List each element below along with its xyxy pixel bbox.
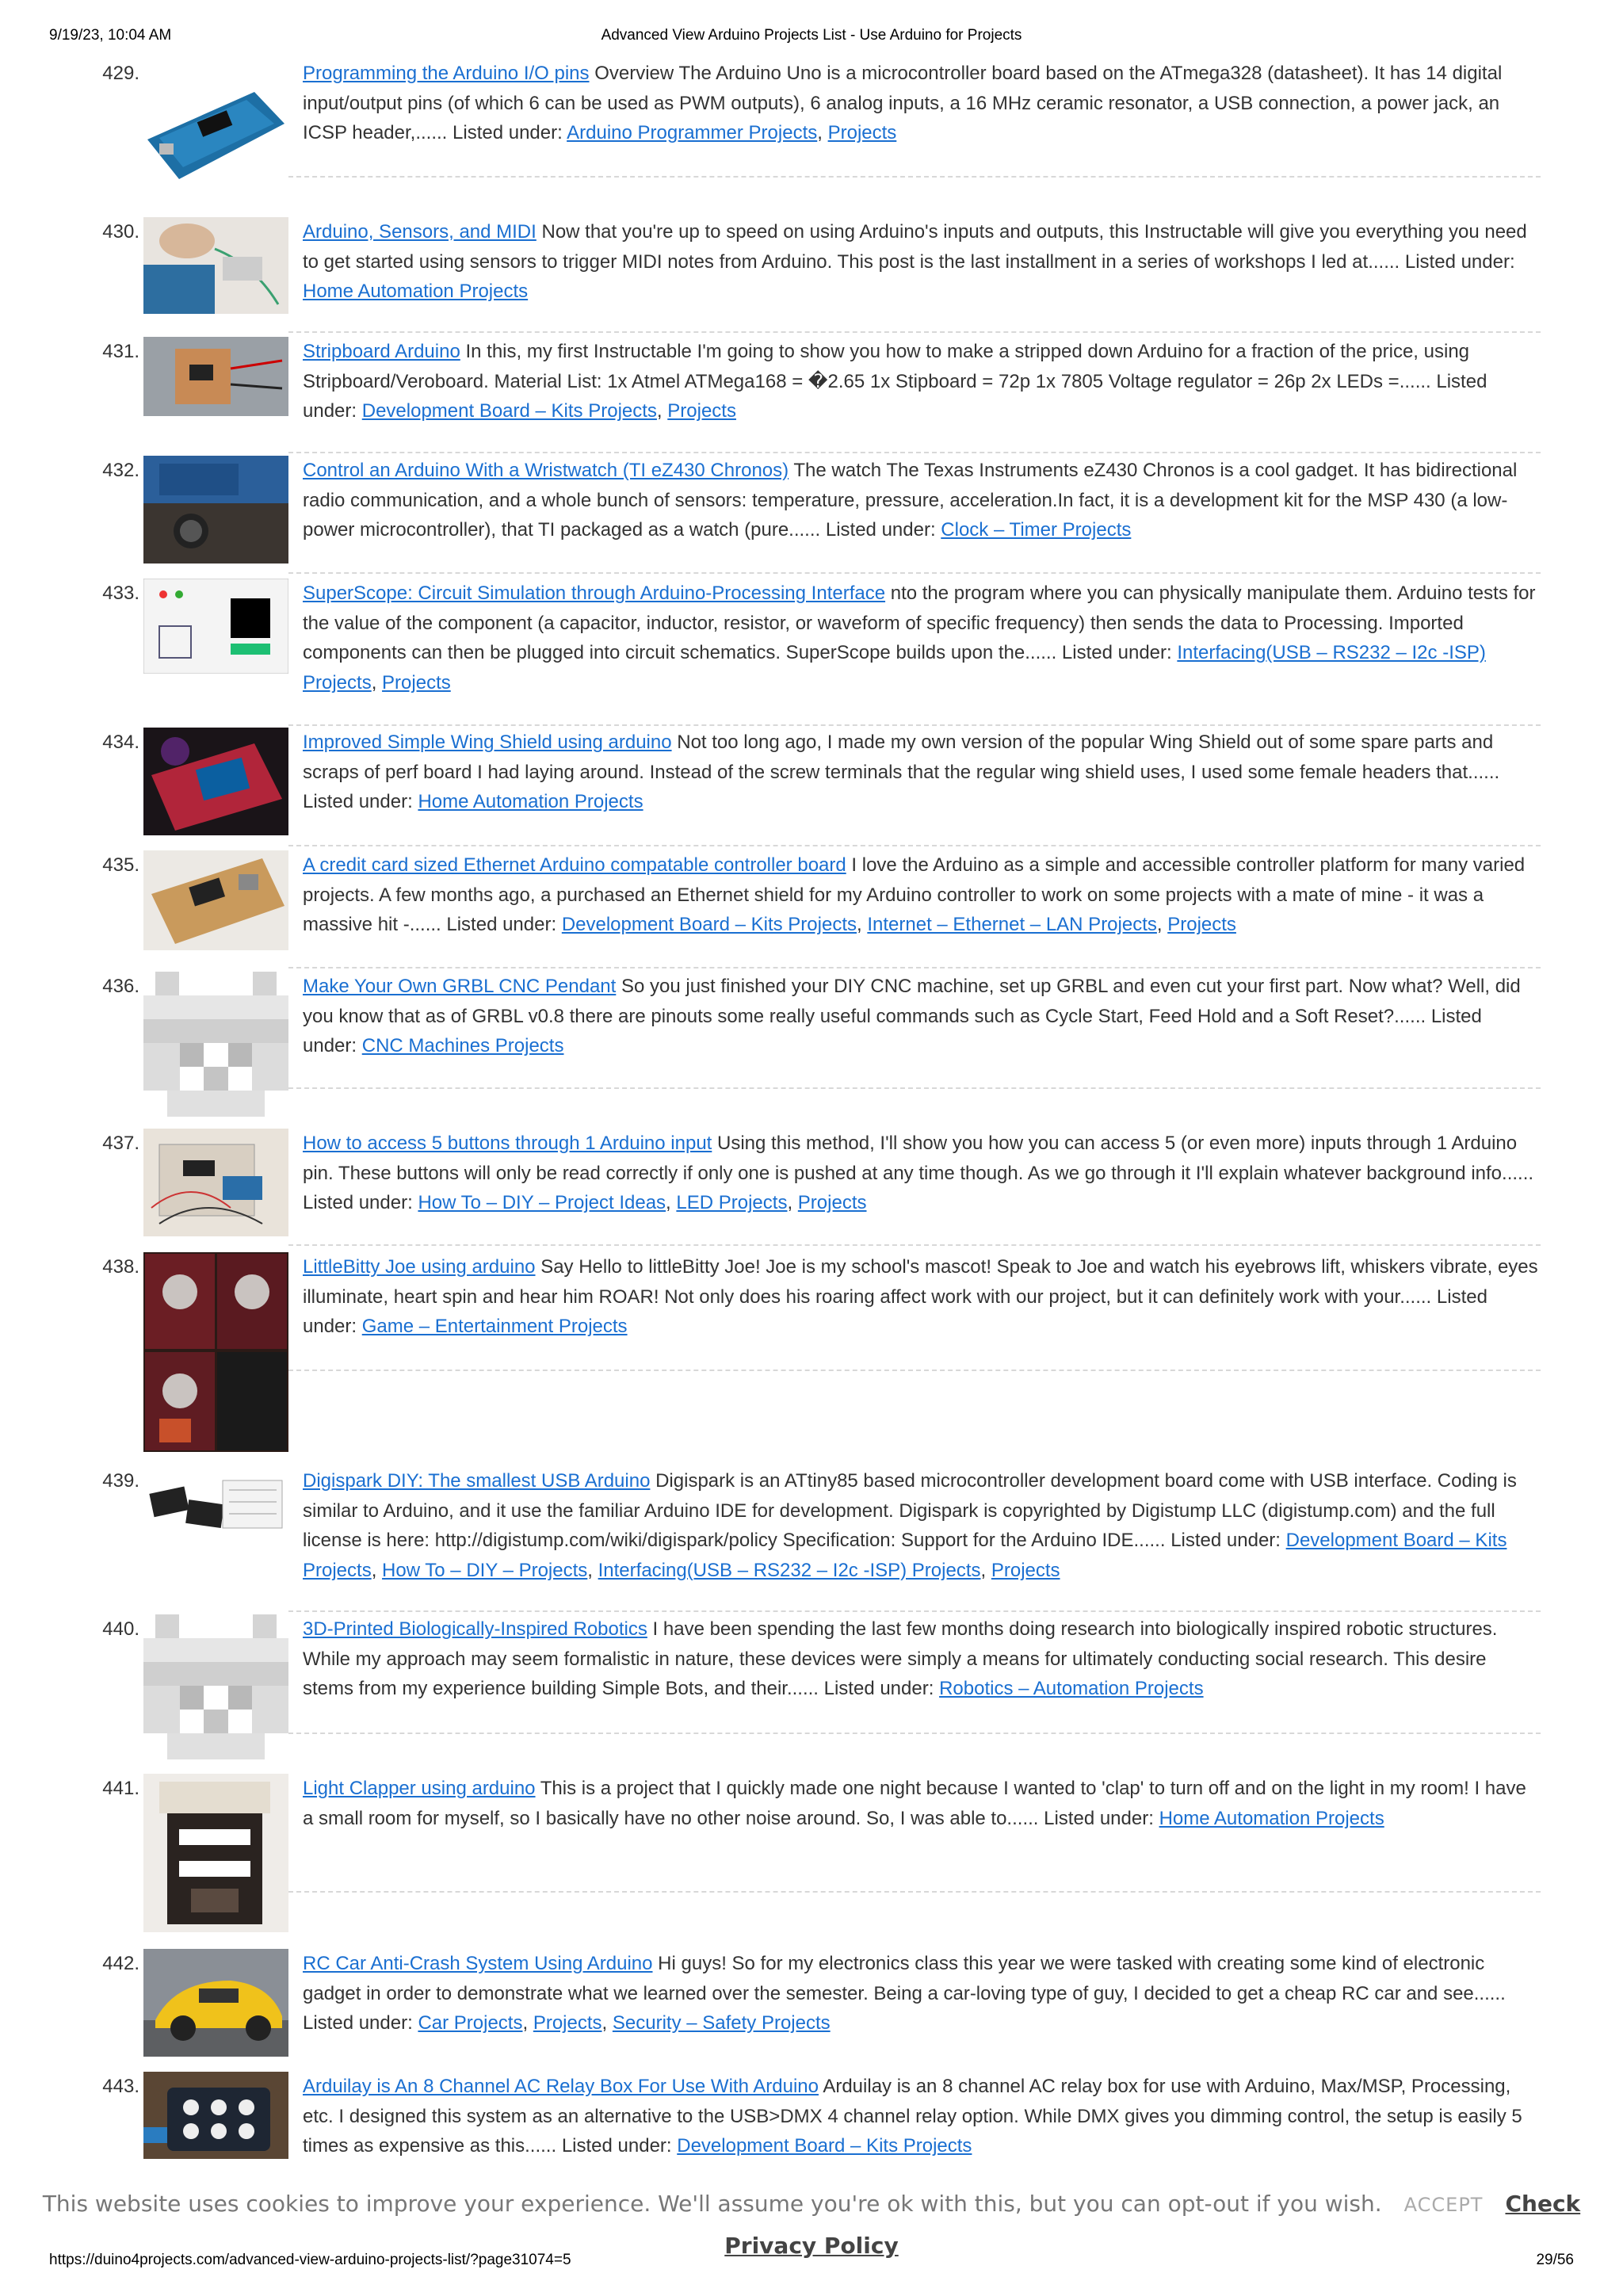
listed-under-label: Listed under: [303, 1192, 413, 1213]
item-number: 436. [102, 976, 139, 997]
item-text: Overview The Arduino Uno is a microcontroller board based on the ATmega328 (datasheet). It has 14 digital input/output pins (of which 6 can be used as PWM outputs), 6 analog inputs, a 16 MHz ceramic resonator, a USB connection, a power jack, an ICSP header,...... [303, 63, 1503, 143]
category-link[interactable]: CNC Machines Projects [361, 1035, 564, 1056]
separator [288, 1244, 1541, 1246]
item-number: 442. [102, 1953, 139, 1974]
item-title-link[interactable]: Arduino, Sensors, and MIDI [303, 221, 537, 243]
project-thumbnail [143, 1949, 288, 2057]
item-description [303, 1774, 1539, 1833]
item-number: 431. [102, 341, 139, 362]
item-description [303, 728, 1539, 817]
category-link[interactable]: Home Automation Projects [418, 791, 643, 812]
item-number: 434. [102, 732, 139, 753]
item-number: 443. [102, 2076, 139, 2097]
project-thumbnail [143, 850, 288, 950]
item-text: I have been spending the last few months doing research into biologically inspired robotic structures. While my approach may seem formalistic in nature, these devices were simply a means for ultimately conducting social research. This desire stems from my experience building Simple Bots, and their...... [303, 1618, 1498, 1699]
separator [288, 1370, 1541, 1371]
listed-under-label: Listed under: [303, 1005, 1482, 1056]
item-text: Using this method, I'll show you how you can access 5 (or even more) inputs through 1 Arduino pin. These buttons will only be read correctly if only one is pushed at any time though. As we go through it I'll explain whatever background info...... [303, 1133, 1534, 1184]
item-number: 429. [102, 63, 139, 84]
listed-under-label: Listed under: [446, 914, 557, 935]
category-link[interactable]: Development Board – Kits Projects [303, 1530, 1507, 1581]
item-number: 437. [102, 1133, 139, 1154]
item-number: 438. [102, 1256, 139, 1278]
item-number: 435. [102, 854, 139, 876]
listed-under-label: Listed under: [303, 791, 413, 812]
cookie-banner [0, 2183, 1623, 2259]
separator [288, 1087, 1541, 1089]
category-link[interactable]: Game – Entertainment Projects [361, 1316, 628, 1337]
category-link[interactable]: Projects [991, 1559, 1060, 1581]
item-title-link[interactable]: Programming the Arduino I/O pins [303, 63, 590, 84]
listed-under-label: Listed under: [453, 122, 563, 143]
listed-under-label: Listed under: [1170, 1530, 1281, 1551]
item-description [303, 1252, 1539, 1342]
listed-under-label: Listed under: [823, 1678, 934, 1699]
listed-under-label: Listed under: [303, 1286, 1487, 1337]
print-page-number: 29/56 [1536, 2252, 1574, 2268]
item-number: 439. [102, 1470, 139, 1492]
item-text: nto the program where you can physically manipulate them. Arduino tests for the value of the component (a capacitor, inductor, resistor, or waveform of specific frequency) then sends the data to Processing. Imported components can then be plugged into circuit schematics. SuperScope builds upon the...... [303, 583, 1536, 663]
item-title-link[interactable]: How to access 5 buttons through 1 Arduino input [303, 1133, 712, 1154]
category-link[interactable]: Projects [667, 400, 736, 422]
item-title-link[interactable]: LittleBitty Joe using arduino [303, 1256, 536, 1278]
category-link[interactable]: Internet – Ethernet – LAN Projects [867, 914, 1157, 935]
separator [288, 1733, 1541, 1734]
item-text: In this, my first Instructable I'm going to show you how to make a stripped down Arduino for a fraction of the price, using Stripboard/Veroboard. Material List: 1x Atmel ATMega168 = �2.65 1x Stipboard = 72p 1x 7805 Voltage regulator = 26p 2x LEDs =...... [303, 341, 1470, 392]
project-thumbnail [143, 1129, 288, 1236]
cookie-message: This website uses cookies to improve your experience. We'll assume you're ok with this, but you can opt-out if you wish. [42, 2191, 1382, 2217]
item-title-link[interactable]: 3D-Printed Biologically-Inspired Robotics [303, 1618, 647, 1640]
item-number: 441. [102, 1778, 139, 1799]
category-link[interactable]: Interfacing(USB – RS232 – I2c -ISP) Projects [303, 642, 1486, 693]
item-number: 432. [102, 460, 139, 481]
item-title-link[interactable]: Improved Simple Wing Shield using arduino [303, 732, 672, 753]
listed-under-label: Listed under: [825, 519, 936, 541]
category-link[interactable]: Arduino Programmer Projects [567, 122, 818, 143]
separator [288, 572, 1541, 574]
project-thumbnail [143, 68, 288, 185]
project-thumbnail [143, 1774, 288, 1932]
item-description: A credit card sized Ethernet Arduino compatable controller board I love the Arduino as a simple and accessible controller platform for many varied projects. A few months ago, a purchased an Ethernet shield for my Arduino controller to work on some projects with a mate of mine - it was a massive hit -...... Listed under: Development Board – Kits Projects, Internet – Ethernet – LAN Projects, Projects [303, 854, 1526, 935]
listed-under-label: Listed under: [1061, 642, 1172, 663]
cookie-accept-button[interactable]: ACCEPT [1403, 2194, 1484, 2216]
item-description [303, 1614, 1539, 1704]
item-text: Say Hello to littleBitty Joe! Joe is my school's mascot! Speak to Joe and watch his eyebrows lift, whiskers vibrate, eyes illuminate, heart spin and hear him ROAR! Not only does his roaring affect work with our project, but it can definitely work with your...... [303, 1256, 1538, 1308]
category-link[interactable]: Home Automation Projects [1159, 1807, 1384, 1829]
separator [288, 967, 1541, 968]
item-title-link[interactable]: Stripboard Arduino [303, 341, 460, 362]
item-title-link[interactable]: Make Your Own GRBL CNC Pendant [303, 976, 617, 997]
item-text: Not too long ago, I made my own version of the popular Wing Shield out of some spare parts and scraps of perf board I had laying around. Instead of the screw terminals that the regular wing shield uses, I used some female headers that...... [303, 732, 1500, 783]
item-title-link[interactable]: SuperScope: Circuit Simulation through Arduino-Processing Interface [303, 583, 886, 604]
category-link[interactable]: Projects [382, 671, 451, 693]
project-thumbnail [143, 972, 288, 1117]
project-thumbnail [143, 217, 288, 314]
category-link[interactable]: Projects [533, 2012, 602, 2034]
category-link[interactable]: Projects [797, 1192, 867, 1213]
category-link[interactable]: Development Board – Kits Projects [677, 2135, 972, 2157]
item-text: Digispark is an ATtiny85 based microcontroller development board come with USB interface. Coding is similar to Arduino, and it use the familiar Arduino IDE for development. Digispark is copyrighted by Digistump LLC (digistump.com) and the full license is here: http://digistump.com/wiki/digispark/policy Specification: Support for the Arduino IDE...... [303, 1470, 1517, 1551]
item-text: Now that you're up to speed on using Arduino's inputs and outputs, this Instructable will give you everything you need to get started using sensors to trigger MIDI notes from Arduino. This post is the last installment in a series of workshops I led at...... [303, 221, 1527, 273]
separator [288, 176, 1541, 178]
item-description [303, 972, 1539, 1061]
print-datetime: 9/19/23, 10:04 AM [49, 27, 172, 44]
listed-under-label: Listed under: [303, 2012, 413, 2034]
listed-under-label: Listed under: [303, 370, 1487, 422]
separator [288, 724, 1541, 726]
separator [288, 1610, 1541, 1612]
category-link[interactable]: Car Projects [418, 2012, 523, 2034]
project-thumbnail [143, 579, 288, 674]
item-description [303, 217, 1539, 307]
category-link[interactable]: How To – DIY – Projects [382, 1559, 588, 1581]
item-title-link[interactable]: Arduilay is An 8 Channel AC Relay Box For Use With Arduino [303, 2076, 819, 2097]
print-url: https://duino4projects.com/advanced-view-arduino-projects-list/?page31074=5 [49, 2252, 571, 2268]
item-description: RC Car Anti-Crash System Using Arduino Hi guys! So for my electronics class this year we were tasked with creating some kind of electronic gadget in order to demonstrate what we learned over the semester. Being a car-loving type of guy, I decided to get a cheap RC car and see...... Listed under: Car Projects, Projects, Security – Safety Projects [303, 1953, 1506, 2034]
item-number: 440. [102, 1618, 139, 1640]
item-description: How to access 5 buttons through 1 Arduino input Using this method, I'll show you how you can access 5 (or even more) inputs through 1 Arduino pin. These buttons will only be read correctly if only one is pushed at any time though. As we go through it I'll explain whatever background info...... Listed under: How To – DIY – Project Ideas, LED Projects, Projects [303, 1133, 1534, 1213]
separator [288, 331, 1541, 333]
item-description: Digispark DIY: The smallest USB Arduino Digispark is an ATtiny85 based microcontroller development board come with USB interface. Coding is similar to Arduino, and it use the familiar Arduino IDE for development. Digispark is copyrighted by Digistump LLC (digistump.com) and the full license is here: http://digistump.com/wiki/digispark/policy Specification: Support for the Arduino IDE...... Listed under: Development Board – Kits Projects, How To – DIY – Projects, Interfacing(USB – RS232 – I2c -ISP) Projects, Projects [303, 1470, 1517, 1581]
listed-under-label: Listed under: [1044, 1807, 1154, 1829]
project-thumbnail [143, 1614, 288, 1759]
separator [288, 845, 1541, 846]
print-page-title: Advanced View Arduino Projects List - Use Arduino for Projects [601, 27, 1022, 44]
item-text: Arduilay is an 8 channel AC relay box for use with Arduino, Max/MSP, Processing, etc. I designed this system as an alternative to the USB>DMX 4 channel relay option. While DMX gives you dimming control, the setup is easily 5 times as expensive as this...... [303, 2076, 1522, 2157]
project-thumbnail [143, 456, 288, 563]
category-link[interactable]: Security – Safety Projects [612, 2012, 831, 2034]
category-link[interactable]: Development Board – Kits Projects [561, 914, 857, 935]
item-text: The watch The Texas Instruments eZ430 Chronos is a cool gadget. It has bidirectional radio communication, and a whole bunch of sensors: temperature, pressure, acceleration.In fact, it is a development kit for the MSP 430 (a low-power microcontroller), that TI packaged as a watch (pure...... [303, 460, 1518, 541]
category-link[interactable]: How To – DIY – Project Ideas [418, 1192, 666, 1213]
category-link[interactable]: Projects [827, 122, 897, 143]
category-link[interactable]: Interfacing(USB – RS232 – I2c -ISP) Projects [598, 1559, 981, 1581]
item-text: Hi guys! So for my electronics class this year we were tasked with creating some kind of electronic gadget in order to demonstrate what we learned over the semester. Being a car-loving type of guy, I decided to get a cheap RC car and see...... [303, 1953, 1506, 2004]
project-thumbnail [143, 337, 288, 416]
category-link[interactable]: Clock – Timer Projects [941, 519, 1132, 541]
item-number: 430. [102, 221, 139, 243]
item-title-link[interactable]: Digispark DIY: The smallest USB Arduino [303, 1470, 651, 1492]
item-title-link[interactable]: Light Clapper using arduino [303, 1778, 536, 1799]
project-thumbnail [143, 1466, 288, 1545]
item-title-link[interactable]: Control an Arduino With a Wristwatch (TI eZ430 Chronos) [303, 460, 789, 481]
item-description [303, 456, 1539, 545]
project-thumbnail [143, 1252, 288, 1452]
item-text: So you just finished your DIY CNC machine, set up GRBL and even cut your first part. Now what? Well, did you know that as of GRBL v0.8 there are pinouts some really useful commands such as Cycle Start, Feed Hold and a Soft Reset?...... [303, 976, 1521, 1027]
item-description: Stripboard Arduino In this, my first Instructable I'm going to show you how to make a stripped down Arduino for a fraction of the price, using Stripboard/Veroboard. Material List: 1x Atmel ATMega168 = �2.65 1x Stipboard = 72p 1x 7805 Voltage regulator = 26p 2x LEDs =...... Listed under: Development Board – Kits Projects, Projects [303, 341, 1487, 422]
item-description [303, 2072, 1539, 2159]
separator [288, 452, 1541, 453]
listed-under-label: Listed under: [561, 2135, 672, 2157]
category-link[interactable]: Projects [1167, 914, 1236, 935]
privacy-policy-link[interactable]: Check Privacy Policy [724, 2191, 1581, 2259]
item-title-link[interactable]: A credit card sized Ethernet Arduino compatable controller board [303, 854, 846, 876]
project-thumbnail [143, 2072, 288, 2159]
item-title-link[interactable]: RC Car Anti-Crash System Using Arduino [303, 1953, 653, 1974]
listed-under-label: Listed under: [1404, 250, 1515, 273]
project-thumbnail [143, 728, 288, 835]
item-description: SuperScope: Circuit Simulation through Arduino-Processing Interface nto the program where you can physically manipulate them. Arduino tests for the value of the component (a capacitor, inductor, resistor, or waveform of specific frequency) then sends the data to Processing. Imported components can then be plugged into circuit schematics. SuperScope builds upon the...... Listed under: Interfacing(USB – RS232 – I2c -ISP) Projects, Projects [303, 583, 1536, 693]
category-link[interactable]: Home Automation Projects [303, 281, 529, 302]
category-link[interactable]: Development Board – Kits Projects [361, 400, 657, 422]
category-link[interactable]: Robotics – Automation Projects [939, 1678, 1204, 1699]
item-description: Programming the Arduino I/O pins Overview The Arduino Uno is a microcontroller board based on the ATmega328 (datasheet). It has 14 digital input/output pins (of which 6 can be used as PWM outputs), 6 analog inputs, a 16 MHz ceramic resonator, a USB connection, a power jack, an ICSP header,...... Listed under: Arduino Programmer Projects, Projects [303, 63, 1503, 143]
separator [288, 1891, 1541, 1893]
item-text: This is a project that I quickly made one night because I wanted to 'clap' to turn off and on the light in my room! I have a small room for myself, so I basically have no other noise around. So, I was able to...... [303, 1778, 1526, 1829]
item-number: 433. [102, 583, 139, 604]
item-text: I love the Arduino as a simple and accessible controller platform for many varied projects. A few months ago, a purchased an Ethernet shield for my Arduino controller to work on some projects with a mate of mine - it was a massive hit -...... [303, 854, 1526, 935]
category-link[interactable]: LED Projects [676, 1192, 788, 1213]
